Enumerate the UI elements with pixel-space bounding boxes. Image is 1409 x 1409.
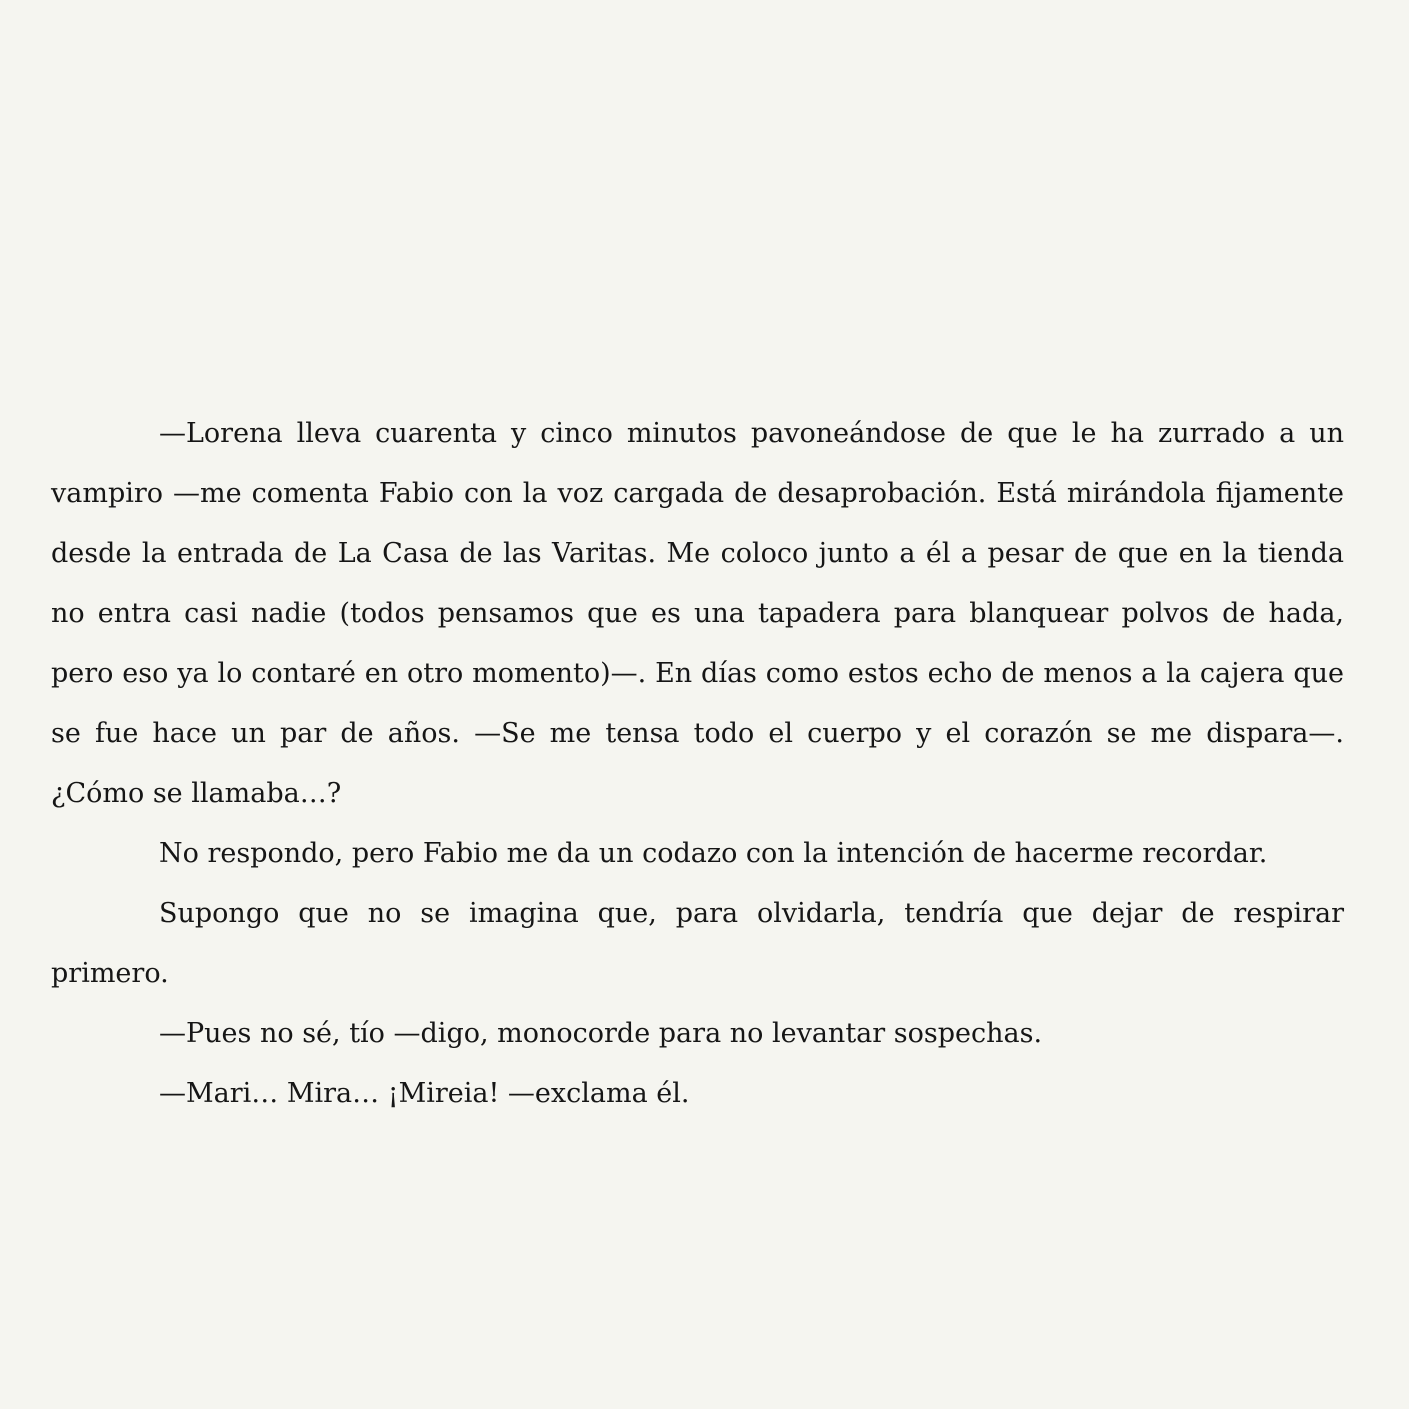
book-page-text bbox=[51, 404, 1344, 1124]
paragraph-2: No respondo, pero Fabio me da un codazo con la intención de hacerme recordar. bbox=[159, 838, 1268, 869]
paragraph-5: —Mari… Mira… ¡Mireia! —exclama él. bbox=[159, 1078, 690, 1109]
paragraph-3: Supongo que no se imagina que, para olvidarla, tendría que dejar de respirar primero. bbox=[51, 898, 1344, 989]
paragraph-1: —Lorena lleva cuarenta y cinco minutos pavoneándose de que le ha zurrado a un vampiro —me comenta Fabio con la voz cargada de desaprobación. Está mirándola fijamente desde la entrada de La Casa de las Varitas. Me coloco junto a él a pesar de que en la tienda no entra casi nadie (todos pensamos que es una tapadera para blanquear polvos de hada, pero eso ya lo contaré en otro momento)—. En días como estos echo de menos a la cajera que se fue hace un par de años. —Se me tensa todo el cuerpo y el corazón se me dispara—. ¿Cómo se llamaba…? bbox=[51, 418, 1344, 809]
paragraph-4: —Pues no sé, tío —digo, monocorde para no levantar sospechas. bbox=[159, 1018, 1043, 1049]
